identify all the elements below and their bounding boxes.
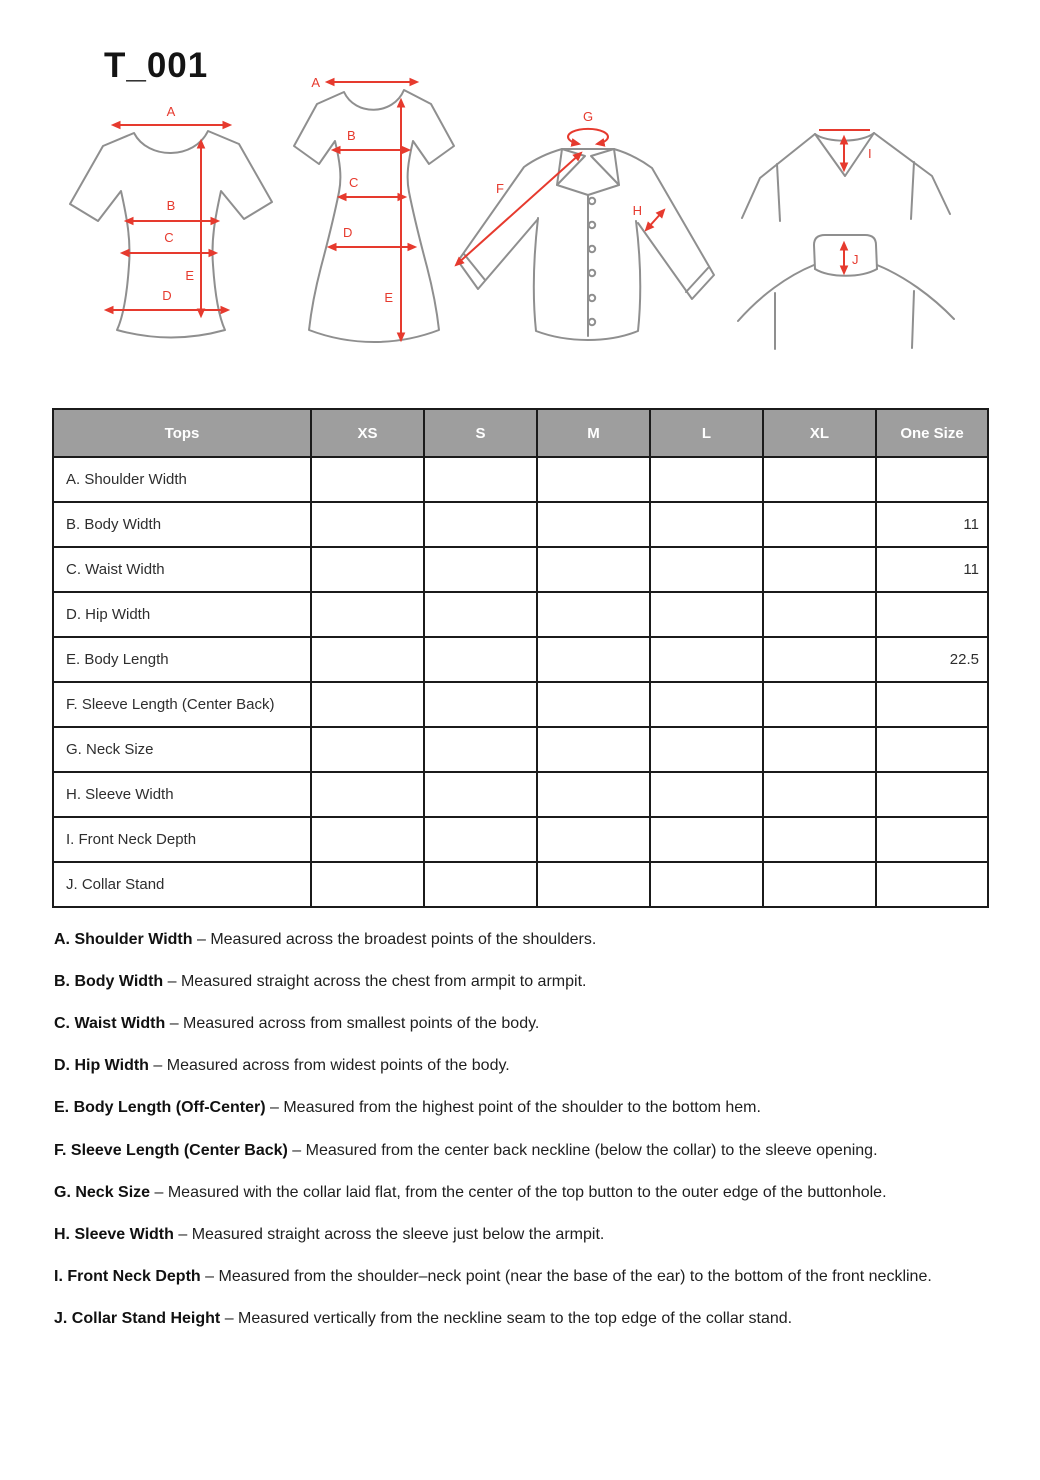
label-a: A bbox=[166, 104, 176, 119]
label-j: J bbox=[852, 252, 859, 267]
row-label: G. Neck Size bbox=[53, 727, 311, 772]
table-row bbox=[53, 637, 988, 682]
cell bbox=[876, 457, 988, 502]
table-row bbox=[53, 592, 988, 637]
cell bbox=[424, 547, 537, 592]
cell bbox=[311, 547, 424, 592]
label-i: I bbox=[868, 146, 872, 161]
row-label: B. Body Width bbox=[53, 502, 311, 547]
row-label: J. Collar Stand bbox=[53, 862, 311, 907]
cell bbox=[311, 772, 424, 817]
shirt-outline bbox=[458, 149, 714, 340]
cell bbox=[650, 682, 763, 727]
cell bbox=[763, 502, 876, 547]
cell bbox=[311, 637, 424, 682]
cell bbox=[650, 727, 763, 772]
cell bbox=[537, 682, 650, 727]
cell bbox=[763, 592, 876, 637]
definition-f bbox=[54, 1140, 989, 1161]
definition-text: – Measured from the center back neckline (below the collar) to the sleeve opening. bbox=[292, 1141, 878, 1159]
definition-j bbox=[54, 1308, 989, 1329]
definition-term: A. Shoulder Width bbox=[54, 931, 193, 948]
cell bbox=[424, 592, 537, 637]
cell bbox=[537, 502, 650, 547]
label-c: C bbox=[164, 230, 174, 245]
row-label: F. Sleeve Length (Center Back) bbox=[53, 682, 311, 727]
cell bbox=[650, 862, 763, 907]
cell bbox=[876, 727, 988, 772]
cell bbox=[763, 772, 876, 817]
diagram-section bbox=[0, 0, 1040, 408]
definition-i bbox=[54, 1266, 989, 1287]
label-e: E bbox=[384, 290, 393, 305]
button-up-shirt-diagram bbox=[448, 103, 728, 351]
table-row bbox=[53, 862, 988, 907]
row-label: C. Waist Width bbox=[53, 547, 311, 592]
cell bbox=[650, 502, 763, 547]
collar-stand-outline bbox=[738, 235, 954, 349]
cell bbox=[311, 592, 424, 637]
cell bbox=[424, 682, 537, 727]
definition-text: – Measured with the collar laid flat, from the center of the top button to the outer edge of the buttonhole. bbox=[154, 1183, 887, 1201]
cell bbox=[763, 547, 876, 592]
row-label: A. Shoulder Width bbox=[53, 457, 311, 502]
dress-outline bbox=[294, 90, 454, 342]
definition-term: F. Sleeve Length (Center Back) bbox=[54, 1141, 288, 1159]
header-xs: XS bbox=[311, 409, 424, 457]
neck-size-arrow bbox=[568, 129, 608, 144]
label-h: H bbox=[632, 203, 642, 218]
label-b: B bbox=[347, 128, 356, 143]
cell bbox=[424, 457, 537, 502]
definition-term: B. Body Width bbox=[54, 973, 164, 991]
definition-text: – Measured across from smallest points of the body. bbox=[169, 1015, 540, 1033]
table-row bbox=[53, 817, 988, 862]
definition-term: G. Neck Size bbox=[54, 1183, 151, 1201]
definition-text: – Measured straight across the chest from armpit to armpit. bbox=[167, 973, 587, 991]
header-l: L bbox=[650, 409, 763, 457]
cell bbox=[876, 772, 988, 817]
cell bbox=[650, 457, 763, 502]
label-c: C bbox=[349, 175, 359, 190]
row-label: D. Hip Width bbox=[53, 592, 311, 637]
cell bbox=[876, 682, 988, 727]
definition-term: I. Front Neck Depth bbox=[54, 1267, 201, 1285]
measurement-definitions bbox=[54, 929, 989, 1329]
label-d: D bbox=[162, 288, 172, 303]
definition-text: – Measured straight across the sleeve just below the armpit. bbox=[178, 1225, 605, 1243]
cell bbox=[424, 862, 537, 907]
cell bbox=[763, 457, 876, 502]
cell bbox=[763, 637, 876, 682]
definition-term: H. Sleeve Width bbox=[54, 1225, 174, 1243]
row-label: E. Body Length bbox=[53, 637, 311, 682]
label-a: A bbox=[311, 75, 320, 90]
definition-text: – Measured from the shoulder–neck point (near the base of the ear) to the bottom of the front neckline. bbox=[205, 1267, 932, 1285]
cell bbox=[537, 637, 650, 682]
table-row bbox=[53, 727, 988, 772]
cell: 22.5 bbox=[876, 637, 988, 682]
header-xl: XL bbox=[763, 409, 876, 457]
cell bbox=[424, 502, 537, 547]
label-d: D bbox=[343, 225, 353, 240]
cell bbox=[311, 502, 424, 547]
dress-diagram bbox=[287, 62, 462, 362]
definition-term: C. Waist Width bbox=[54, 1015, 166, 1033]
table-row bbox=[53, 682, 988, 727]
definition-term: E. Body Length (Off-Center) bbox=[54, 1099, 266, 1117]
cell bbox=[311, 817, 424, 862]
cell bbox=[763, 727, 876, 772]
cell bbox=[650, 772, 763, 817]
cell bbox=[311, 862, 424, 907]
neck-collar-detail-diagram bbox=[722, 106, 972, 356]
cell bbox=[650, 547, 763, 592]
cell bbox=[876, 592, 988, 637]
cell bbox=[650, 817, 763, 862]
header-s: S bbox=[424, 409, 537, 457]
label-b: B bbox=[166, 198, 176, 213]
cell bbox=[876, 817, 988, 862]
table-row bbox=[53, 547, 988, 592]
row-label: H. Sleeve Width bbox=[53, 772, 311, 817]
cell bbox=[650, 637, 763, 682]
definition-e bbox=[54, 1097, 989, 1118]
sleeve-length-arrow bbox=[456, 153, 581, 265]
definition-a bbox=[54, 929, 989, 950]
cell bbox=[763, 862, 876, 907]
definition-d bbox=[54, 1055, 989, 1076]
cell bbox=[537, 772, 650, 817]
cell bbox=[537, 817, 650, 862]
size-chart-table bbox=[52, 408, 989, 908]
cell bbox=[650, 592, 763, 637]
definition-c bbox=[54, 1013, 989, 1034]
cell: 11 bbox=[876, 547, 988, 592]
definition-g bbox=[54, 1182, 989, 1203]
definition-text: – Measured vertically from the neckline seam to the top edge of the collar stand. bbox=[224, 1309, 793, 1327]
header-one-size: One Size bbox=[876, 409, 988, 457]
definition-h bbox=[54, 1224, 989, 1245]
cell bbox=[311, 727, 424, 772]
definition-term: J. Collar Stand Height bbox=[54, 1309, 221, 1327]
tshirt-diagram bbox=[58, 103, 288, 343]
label-e: E bbox=[185, 268, 194, 283]
sleeve-width-arrow bbox=[646, 210, 664, 230]
definition-text: – Measured across from widest points of the body. bbox=[153, 1057, 510, 1075]
definition-text: – Measured across the broadest points of the shoulders. bbox=[196, 931, 597, 948]
table-row bbox=[53, 502, 988, 547]
definition-text: – Measured from the highest point of the shoulder to the bottom hem. bbox=[270, 1099, 761, 1117]
cell bbox=[537, 592, 650, 637]
cell bbox=[537, 547, 650, 592]
page-title: T_001 bbox=[104, 46, 209, 85]
definition-term: D. Hip Width bbox=[54, 1057, 149, 1075]
label-f: F bbox=[496, 181, 504, 196]
cell bbox=[424, 727, 537, 772]
cell bbox=[424, 817, 537, 862]
cell bbox=[424, 772, 537, 817]
cell bbox=[424, 637, 537, 682]
cell: 11 bbox=[876, 502, 988, 547]
cell bbox=[763, 817, 876, 862]
table-header-row bbox=[53, 409, 988, 457]
cell bbox=[537, 727, 650, 772]
label-g: G bbox=[582, 109, 594, 124]
cell bbox=[876, 862, 988, 907]
cell bbox=[763, 682, 876, 727]
vneck-outline bbox=[742, 133, 950, 221]
row-label: I. Front Neck Depth bbox=[53, 817, 311, 862]
cell bbox=[311, 457, 424, 502]
table-row bbox=[53, 457, 988, 502]
cell bbox=[537, 457, 650, 502]
cell bbox=[537, 862, 650, 907]
header-m: M bbox=[537, 409, 650, 457]
definition-b bbox=[54, 971, 989, 992]
header-tops: Tops bbox=[53, 409, 311, 457]
cell bbox=[311, 682, 424, 727]
table-row bbox=[53, 772, 988, 817]
